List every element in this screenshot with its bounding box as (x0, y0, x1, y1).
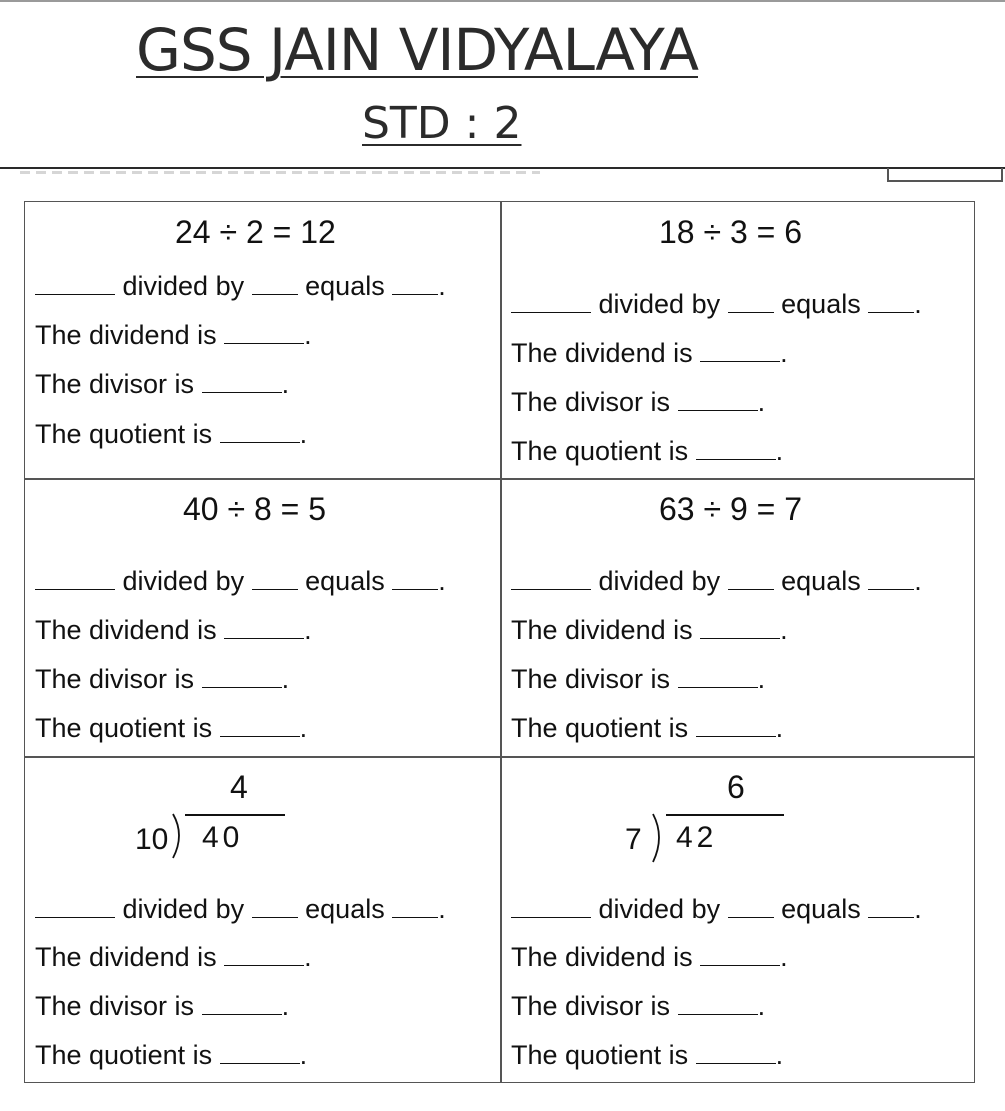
dividend-sentence (35, 941, 312, 973)
answer-blank[interactable] (868, 290, 914, 313)
problem-cell-5 (25, 757, 500, 1083)
period: . (780, 615, 788, 645)
period: . (914, 894, 922, 924)
period: . (281, 664, 290, 694)
dividend-text: The dividend is (511, 338, 693, 368)
quotient-sentence (511, 712, 783, 744)
answer-blank[interactable] (700, 943, 780, 966)
dividend-text: The dividend is (35, 615, 217, 645)
equation: 63 ÷ 9 = 7 (659, 491, 802, 527)
divided-by-sentence (35, 565, 446, 597)
divisor-text: The divisor is (35, 369, 195, 399)
answer-blank[interactable] (728, 895, 774, 918)
answer-blank[interactable] (392, 567, 438, 590)
divided-by-text: divided by (598, 566, 721, 596)
top-border (0, 0, 1005, 2)
problem-cell-6 (501, 757, 976, 1083)
division-bar (666, 814, 784, 816)
answer-blank[interactable] (35, 272, 115, 295)
long-division-dividend: 40 (202, 821, 244, 854)
divided-by-sentence (35, 893, 446, 925)
quotient-sentence (511, 435, 783, 467)
quotient-text: The quotient is (511, 713, 689, 743)
equation: 24 ÷ 2 = 12 (175, 214, 336, 250)
long-division-quotient: 6 (727, 769, 745, 805)
dividend-text: The dividend is (511, 942, 693, 972)
problem-cell-2 (501, 202, 976, 478)
period: . (304, 615, 312, 645)
period: . (438, 566, 446, 596)
period: . (775, 1040, 784, 1070)
answer-blank[interactable] (224, 943, 304, 966)
answer-blank[interactable] (728, 567, 774, 590)
period: . (914, 289, 922, 319)
division-bar (185, 814, 285, 816)
quotient-sentence (511, 1039, 783, 1071)
answer-blank[interactable] (678, 992, 758, 1015)
long-division-divisor: 7 (625, 823, 642, 856)
divisor-text: The divisor is (35, 664, 195, 694)
divided-by-text: divided by (598, 289, 721, 319)
answer-blank[interactable] (35, 895, 115, 918)
dividend-sentence (511, 941, 788, 973)
period: . (775, 436, 784, 466)
dividend-text: The dividend is (511, 615, 693, 645)
divided-by-text: divided by (598, 894, 721, 924)
faint-bleed-through (20, 171, 540, 174)
equation: 18 ÷ 3 = 6 (659, 214, 802, 250)
answer-blank[interactable] (202, 370, 282, 393)
division-bracket (649, 813, 669, 863)
divided-by-sentence (511, 893, 922, 925)
equals-text: equals (305, 271, 385, 301)
period: . (780, 338, 788, 368)
answer-blank[interactable] (224, 321, 304, 344)
quotient-text: The quotient is (511, 436, 689, 466)
answer-blank[interactable] (868, 567, 914, 590)
answer-blank[interactable] (252, 567, 298, 590)
problem-cell-3 (25, 479, 500, 756)
answer-blank[interactable] (511, 567, 591, 590)
quotient-sentence (35, 1039, 307, 1071)
quotient-text: The quotient is (511, 1040, 689, 1070)
divided-by-sentence (511, 288, 922, 320)
long-division (25, 757, 500, 877)
divisor-text: The divisor is (511, 991, 671, 1021)
answer-blank[interactable] (220, 1041, 300, 1064)
answer-blank[interactable] (202, 992, 282, 1015)
answer-blank[interactable] (678, 388, 758, 411)
answer-blank[interactable] (392, 272, 438, 295)
dividend-text: The dividend is (35, 320, 217, 350)
equation: 40 ÷ 8 = 5 (183, 491, 326, 527)
dividend-sentence (35, 319, 312, 351)
answer-blank[interactable] (511, 895, 591, 918)
long-division-dividend: 42 (676, 821, 718, 854)
dividend-sentence (35, 614, 312, 646)
dividend-sentence (511, 614, 788, 646)
worksheet-grid (24, 201, 975, 1083)
period: . (757, 387, 766, 417)
equals-text: equals (781, 566, 861, 596)
divisor-text: The divisor is (511, 387, 671, 417)
period: . (281, 991, 290, 1021)
long-division (501, 757, 976, 877)
answer-blank[interactable] (252, 895, 298, 918)
answer-blank[interactable] (252, 272, 298, 295)
answer-blank[interactable] (220, 714, 300, 737)
quotient-sentence (35, 418, 307, 450)
divided-by-text: divided by (122, 894, 245, 924)
problem-cell-4 (501, 479, 976, 756)
divisor-sentence (35, 663, 289, 695)
corner-box (887, 168, 1003, 182)
long-division-divisor: 10 (135, 823, 169, 856)
division-bracket (169, 813, 189, 859)
school-title: GSS JAIN VIDYALAYA (136, 16, 698, 84)
period: . (304, 320, 312, 350)
divisor-sentence (511, 990, 765, 1022)
answer-blank[interactable] (392, 895, 438, 918)
long-division-quotient: 4 (230, 769, 248, 805)
answer-blank[interactable] (678, 665, 758, 688)
divided-by-text: divided by (122, 566, 245, 596)
divisor-sentence (35, 368, 289, 400)
problem-cell-1 (25, 202, 500, 478)
period: . (299, 1040, 308, 1070)
equals-text: equals (781, 289, 861, 319)
divisor-text: The divisor is (511, 664, 671, 694)
period: . (780, 942, 788, 972)
equals-text: equals (305, 894, 385, 924)
divided-by-text: divided by (122, 271, 245, 301)
answer-blank[interactable] (220, 420, 300, 443)
equals-text: equals (781, 894, 861, 924)
period: . (757, 664, 766, 694)
period: . (438, 271, 446, 301)
answer-blank[interactable] (728, 290, 774, 313)
answer-blank[interactable] (868, 895, 914, 918)
period: . (438, 894, 446, 924)
answer-blank[interactable] (700, 616, 780, 639)
period: . (757, 991, 766, 1021)
period: . (281, 369, 290, 399)
period: . (775, 713, 784, 743)
answer-blank[interactable] (696, 1041, 776, 1064)
equals-text: equals (305, 566, 385, 596)
dividend-sentence (511, 337, 788, 369)
answer-blank[interactable] (202, 665, 282, 688)
divided-by-sentence (511, 565, 922, 597)
quotient-text: The quotient is (35, 713, 213, 743)
period: . (299, 419, 308, 449)
divisor-sentence (511, 663, 765, 695)
period: . (914, 566, 922, 596)
answer-blank[interactable] (700, 339, 780, 362)
answer-blank[interactable] (35, 567, 115, 590)
header-separator (0, 167, 1005, 169)
quotient-text: The quotient is (35, 419, 213, 449)
divisor-sentence (35, 990, 289, 1022)
answer-blank[interactable] (224, 616, 304, 639)
divided-by-sentence (35, 270, 446, 302)
period: . (299, 713, 308, 743)
quotient-sentence (35, 712, 307, 744)
class-label: STD : 2 (362, 98, 522, 149)
dividend-text: The dividend is (35, 942, 217, 972)
divisor-text: The divisor is (35, 991, 195, 1021)
answer-blank[interactable] (696, 437, 776, 460)
answer-blank[interactable] (696, 714, 776, 737)
divisor-sentence (511, 386, 765, 418)
quotient-text: The quotient is (35, 1040, 213, 1070)
answer-blank[interactable] (511, 290, 591, 313)
period: . (304, 942, 312, 972)
